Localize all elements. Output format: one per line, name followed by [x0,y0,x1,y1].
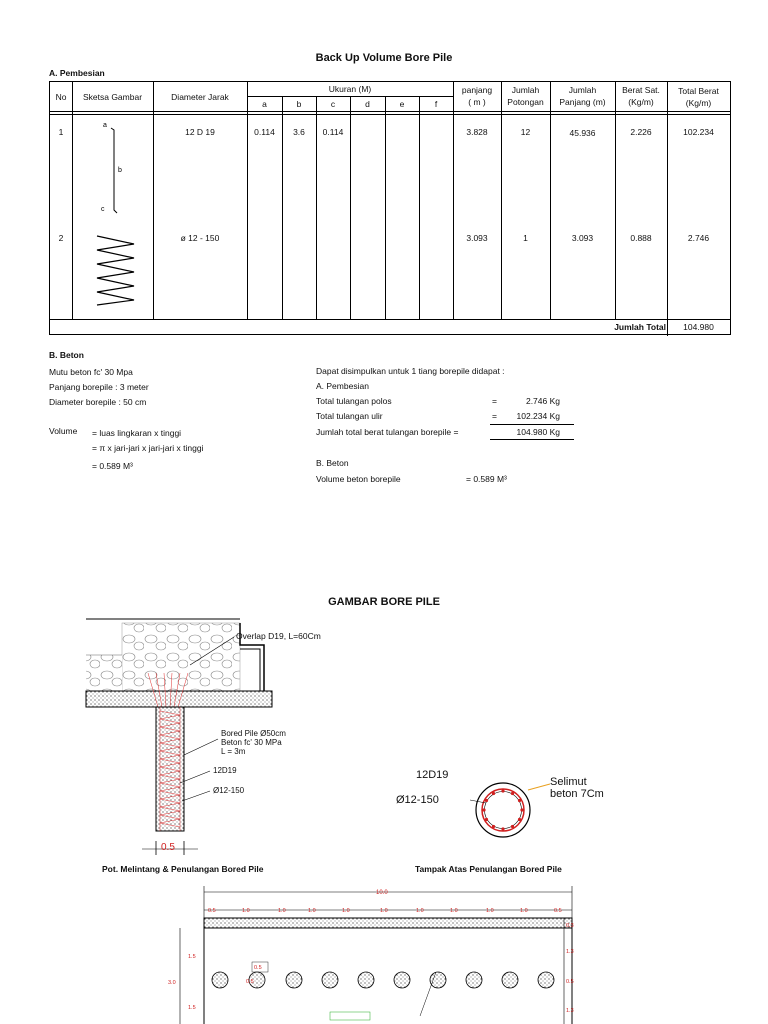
svg-text:3.0: 3.0 [168,980,176,986]
row2-spiral-sketch [72,230,153,310]
row2-jumlah-potongan: 1 [523,233,528,243]
header-jumlah-panjang: Jumlah Panjang (m) [559,85,606,107]
caption-right: Tampak Atas Penulangan Bored Pile [415,864,562,874]
top-view-drawing [470,778,560,840]
top-stirrup-label: Ø12-150 [396,794,439,806]
plan-drawing [160,882,590,1024]
row2-no: 2 [58,233,64,243]
row1-c: 0.114 [322,127,344,137]
page-title: Back Up Volume Bore Pile [315,52,453,64]
svg-text:0.5: 0.5 [246,979,254,985]
volume-label: Volume [49,426,78,436]
header-ukuran: Ukuran (M) [328,84,372,94]
row1-total-berat: 102.234 [683,127,714,137]
total-value: 104.980 [683,322,714,332]
row1-jumlah-panjang: 45.936 [569,128,596,138]
svg-text:1.5: 1.5 [188,1005,196,1011]
sketch-label-c: c [101,206,105,213]
svg-text:0.3: 0.3 [566,923,574,929]
header-f: f [434,99,438,109]
sketch-label-b: b [118,167,122,174]
row2-total-berat: 2.746 [687,233,710,243]
top-rebar-label: 12D19 [416,769,449,781]
svg-text:1.0: 1.0 [342,908,350,914]
svg-text:1.0: 1.0 [450,908,458,914]
row1-jumlah-potongan: 12 [520,127,531,137]
header-c: c [330,99,336,109]
row1-diameter: 12 D 19 [185,127,215,137]
row2-jumlah-panjang: 3.093 [571,233,594,243]
header-no: No [55,92,67,102]
svg-text:0.5: 0.5 [254,965,262,971]
plan-total-dim: 10.0 [376,890,388,896]
row1-bar-sketch [72,114,153,224]
header-d: d [365,99,370,109]
diameter-dimension: 0.5 [161,842,175,853]
svg-text:0.5: 0.5 [208,908,216,914]
header-b: b [296,99,302,109]
svg-text:1.0: 1.0 [416,908,424,914]
summary-value-total: 104.980 Kg [516,427,560,437]
svg-text:0.5: 0.5 [566,979,574,985]
summary-intro: Dapat disimpulkan untuk 1 tiang borepile didapat : [316,366,505,376]
cover-label: Selimut beton 7Cm [550,776,604,800]
header-jumlah-potongan: Jumlah Potongan [507,85,544,107]
summary-volume-label: Volume beton borepile [316,474,401,484]
row1-a: 0.114 [254,127,275,137]
rebar-table [49,81,731,335]
pile-spec-label: Bored Pile Ø50cm Beton fc' 30 MPa L = 3m [221,729,286,756]
row2-panjang: 3.093 [466,233,488,243]
rebar-label: 12D19 [213,766,237,775]
svg-text:1.0: 1.0 [486,908,494,914]
summary-value-polos: 2.746 Kg [525,396,560,406]
beton-specs: Mutu beton fc' 30 Mpa Panjang borepile : 3 meter Diameter borepile : 50 cm [49,367,149,407]
header-total-berat: Total Berat (Kg/m) [678,86,719,108]
section-b-heading: B. Beton [49,350,84,360]
svg-text:1.3: 1.3 [566,949,574,955]
row2-diameter: ø 12 - 150 [180,233,220,243]
summary-value-ulir: 102.234 Kg [516,411,560,421]
header-e: e [399,99,405,109]
svg-text:0.5: 0.5 [554,908,562,914]
svg-text:1.0: 1.0 [520,908,528,914]
header-sketch: Sketsa Gambar [82,92,143,102]
svg-text:1.0: 1.0 [308,908,316,914]
row2-berat-sat: 0.888 [630,233,652,243]
summary-a-title: A. Pembesian [316,381,369,391]
summary-row-ulir: Total tulangan ulir [316,411,383,421]
overlap-label: Overlap D19, L=60Cm [236,631,321,641]
row1-berat-sat: 2.226 [630,127,652,137]
svg-text:1.0: 1.0 [380,908,388,914]
svg-text:1.3: 1.3 [566,1008,574,1014]
caption-left: Pot. Melintang & Penulangan Bored Pile [102,864,264,874]
header-berat-sat: Berat Sat. (Kg/m) [622,85,660,107]
svg-text:1.0: 1.0 [278,908,286,914]
total-label: Jumlah Total [614,322,666,332]
svg-text:1.0: 1.0 [242,908,250,914]
summary-b-title: B. Beton [316,458,349,468]
row1-panjang: 3.828 [466,127,488,137]
row1-no: 1 [58,127,64,137]
summary-row-total: Jumlah total berat tulangan borepile = [316,427,459,437]
sketch-label-a: a [103,122,107,129]
svg-text:1.5: 1.5 [188,954,196,960]
drawing-title: GAMBAR BORE PILE [328,596,440,608]
section-a-heading: A. Pembesian [49,68,105,78]
summary-row-polos: Total tulangan polos [316,396,392,406]
header-panjang: panjang ( m ) [461,85,493,107]
stirrup-label: Ø12-150 [213,786,245,795]
row1-b: 3.6 [293,127,305,137]
volume-formula: = luas lingkaran x tinggi = π x jari-jari x jari-jari x tinggi = 0.589 M³ [92,428,204,471]
header-diameter: Diameter Jarak [171,92,229,102]
summary-volume-value: = 0.589 M³ [466,474,507,484]
header-a: a [262,99,267,109]
